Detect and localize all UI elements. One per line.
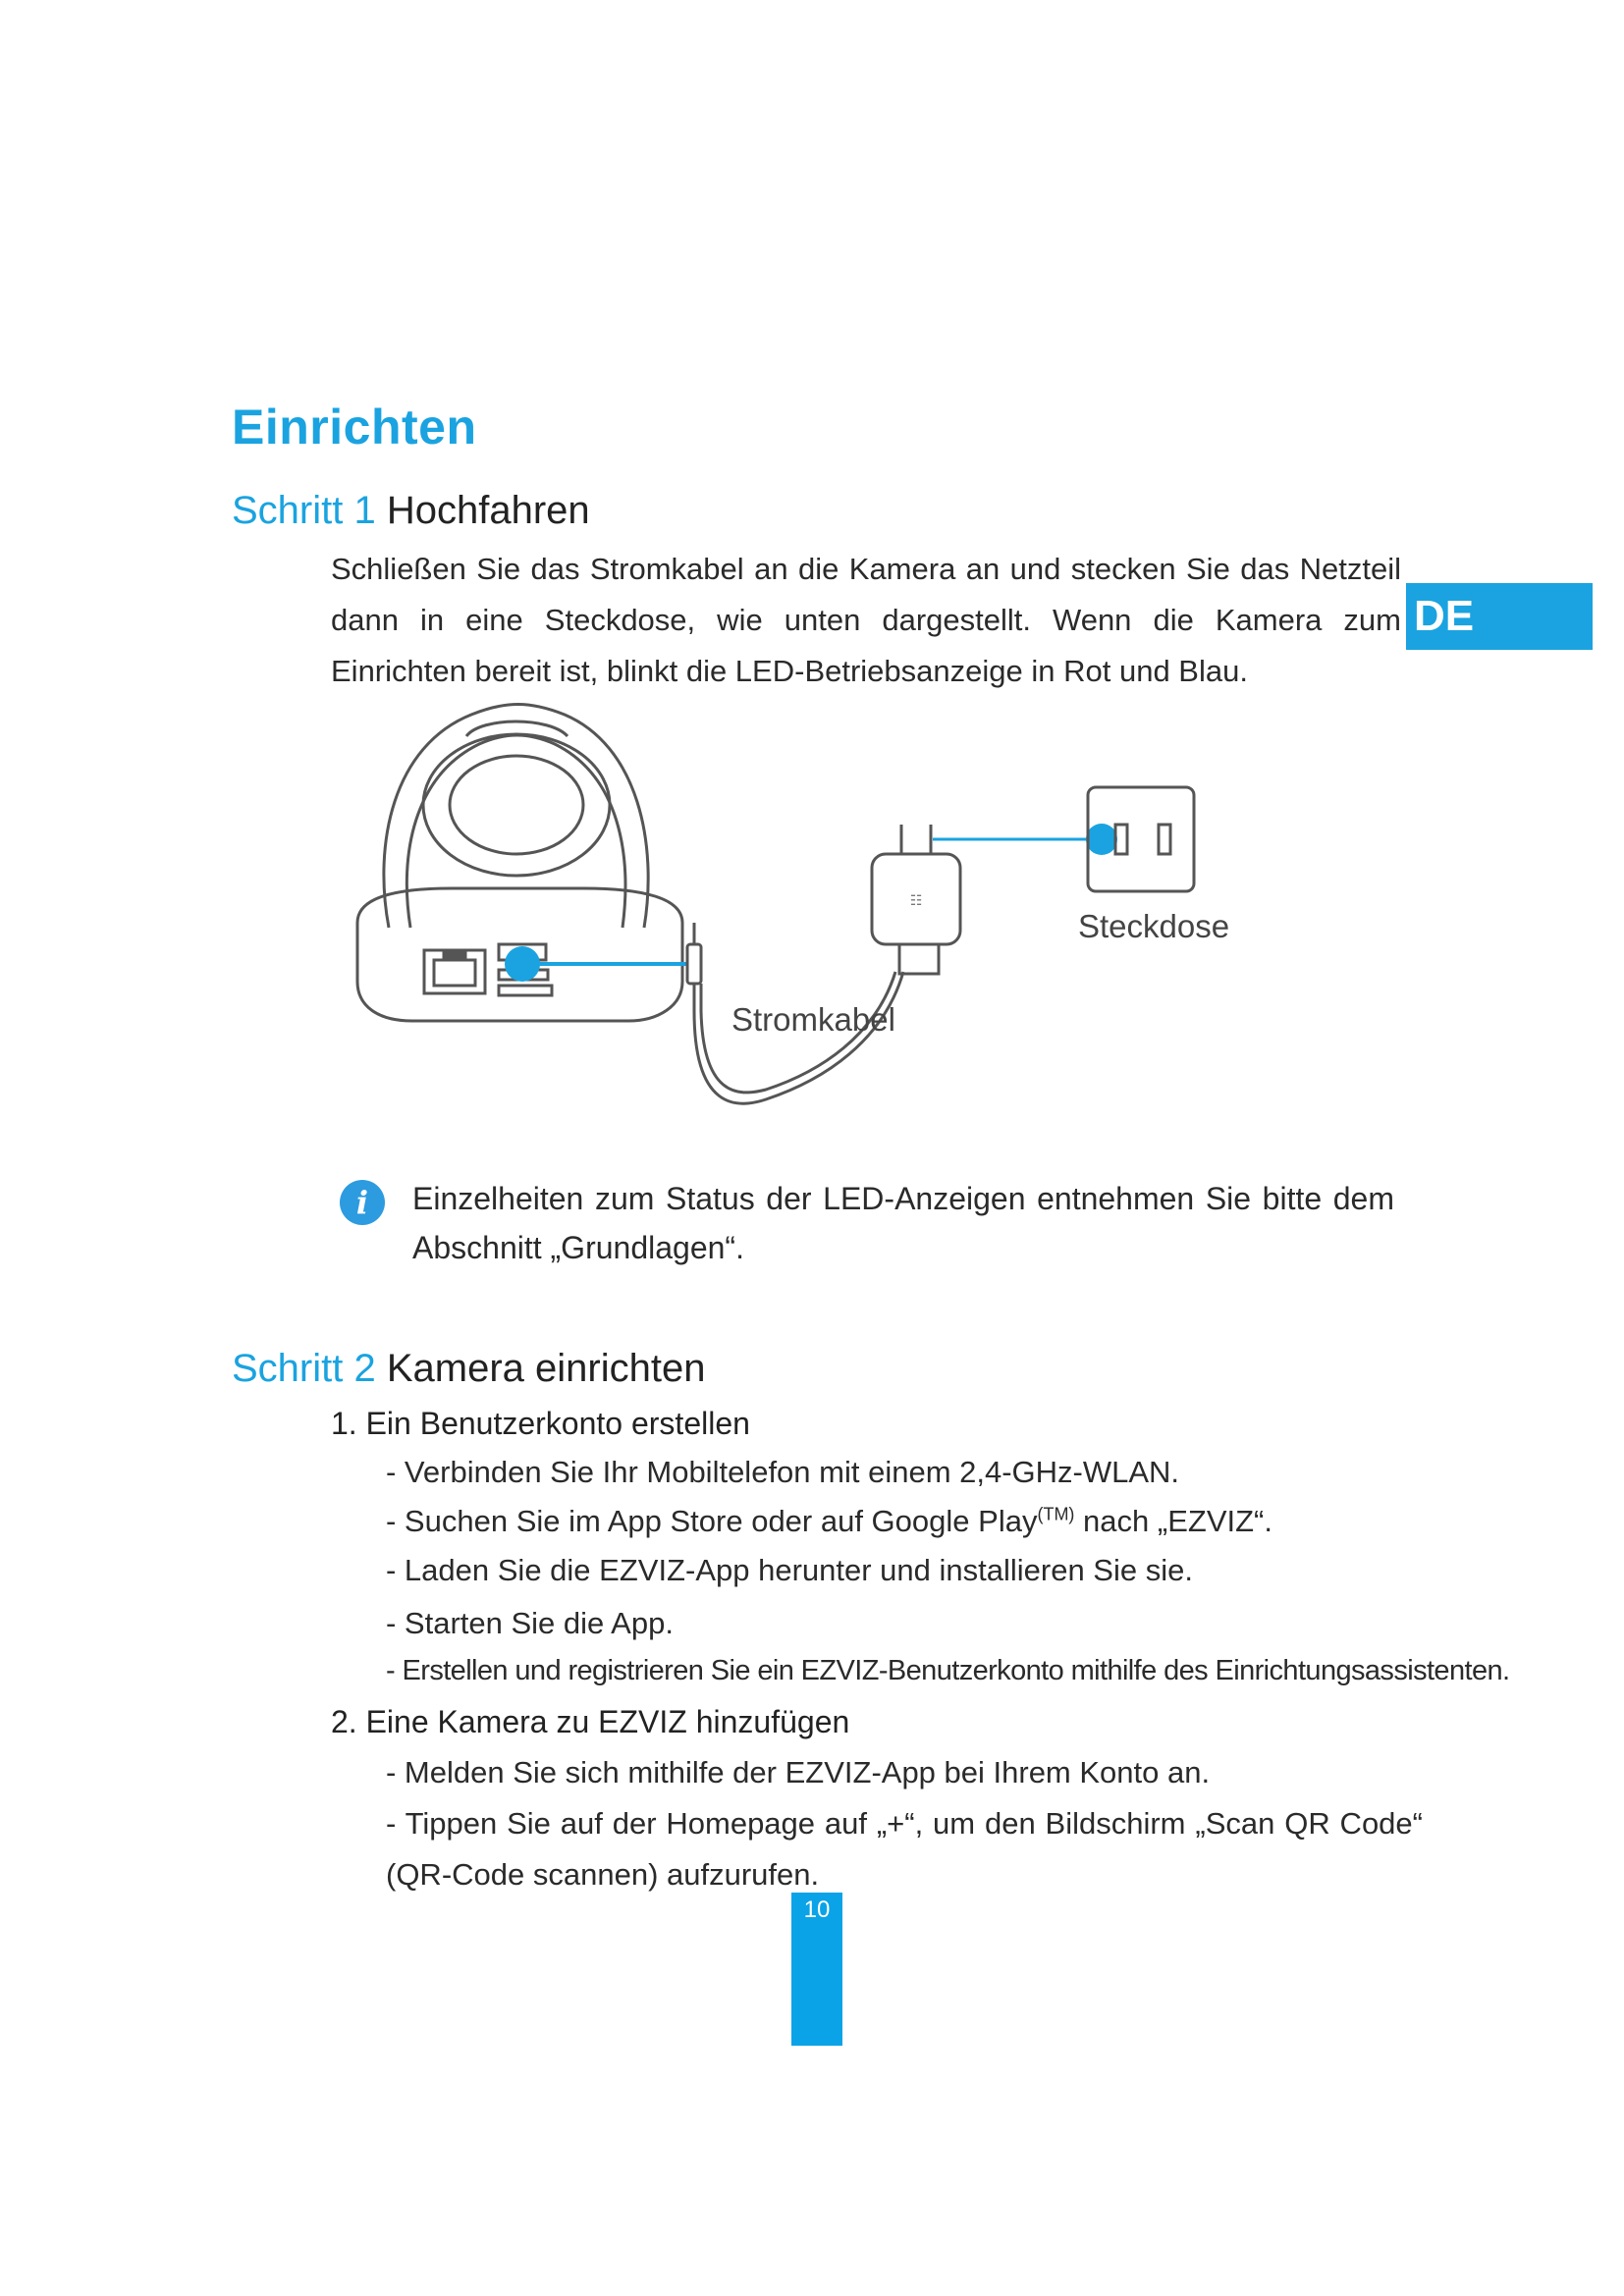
svg-text:☷: ☷ [909,892,923,908]
list-item [386,1504,1272,1539]
step2-prefix: Schritt 2 [232,1347,376,1390]
list-item: - Tippen Sie auf der Homepage auf „+“, um den Bildschirm „Scan QR Code“ (QR-Code scannen) aufzurufen. [386,1806,1423,1892]
language-tab: DE [1406,583,1593,650]
list-item: - Melden Sie sich mithilfe der EZVIZ-App bei Ihrem Konto an. [386,1755,1211,1789]
step1-title-text: Hochfahren [386,489,590,532]
list-item: - Starten Sie die App. [386,1606,674,1640]
step1-title [232,489,590,533]
step2-title-text: Kamera einrichten [386,1347,706,1390]
list-item-text: - Suchen Sie im App Store oder auf Google Play [386,1504,1038,1538]
list-item: - Erstellen und registrieren Sie ein EZVIZ-Benutzerkonto mithilfe des Einrichtungsassistenten. [386,1655,1510,1686]
step1-body: Schließen Sie das Stromkabel an die Kamera an und stecken Sie das Netzteil dann in eine Steckdose, wie unten dargestellt. Wenn die Kamera zum Einrichten bereit ist, blinkt die LED-Betriebsanzeige in Rot und Blau. [331,552,1401,688]
step1-prefix: Schritt 1 [232,489,376,532]
info-icon: i [340,1180,385,1225]
section1-title: 1. Ein Benutzerkonto erstellen [331,1406,750,1441]
setup-diagram [334,687,1218,1119]
list-item: - Verbinden Sie Ihr Mobiltelefon mit einem 2,4-GHz-WLAN. [386,1455,1180,1489]
list-item-suffix: nach „EZVIZ“. [1074,1504,1272,1538]
step2-title [232,1347,705,1391]
list-item: - Laden Sie die EZVIZ-App herunter und installieren Sie sie. [386,1553,1193,1587]
cable-label: Stromkabel [731,1001,895,1038]
page-number: 10 [791,1893,842,2046]
trademark-mark: (TM) [1037,1504,1075,1524]
note-text: Einzelheiten zum Status der LED-Anzeigen entnehmen Sie bitte dem Abschnitt „Grundlagen“. [412,1181,1394,1265]
page-title: Einrichten [232,400,477,454]
power-adapter [872,825,960,974]
socket-label: Steckdose [1078,908,1230,944]
socket-highlight-dot [1086,824,1117,855]
section2-title: 2. Eine Kamera zu EZVIZ hinzufügen [331,1704,850,1739]
